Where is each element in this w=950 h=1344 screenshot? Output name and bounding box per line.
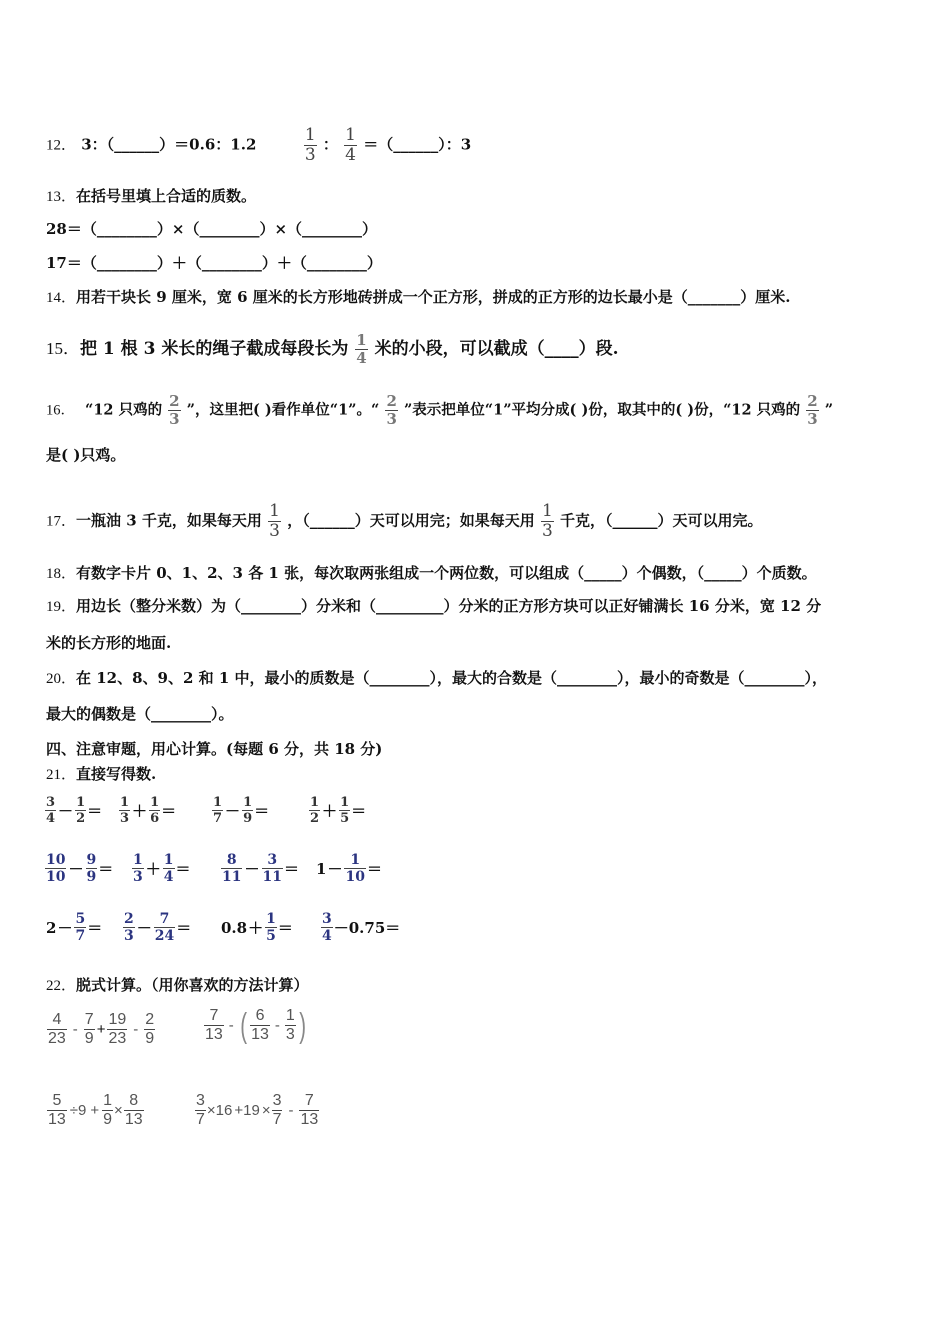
- fraction: $\frac{3}{7}$: [272, 1092, 282, 1128]
- fraction: $\frac{9}{9}$: [86, 852, 97, 885]
- fraction: $\frac{7}{13}$: [205, 1007, 223, 1043]
- fraction: $\frac{1}{4}$: [163, 852, 174, 885]
- question-18: 18．有数字卡片 0、1、2、3 各 1 张，每次取两张组成一个两位数，可以组成（_____）个偶数，（_____）个质数。: [46, 564, 817, 582]
- fraction: $\frac{2}{3}$: [807, 392, 818, 428]
- question-17: 17．一瓶油 3 千克，如果每天用 $\frac{1}{3}$ ，（______）天可以用完；如果每天用 $\frac{1}{3}$ 千克，（______）天可以用完。: [46, 501, 763, 541]
- fraction: $\frac{3}{7}$: [196, 1092, 205, 1128]
- calc-item: $\frac{2}{3}$ － $\frac{7}{24}$ ＝: [124, 911, 192, 944]
- fraction: $\frac{19}{23}$: [108, 1011, 127, 1047]
- fraction: $\frac{2}{3}$: [169, 392, 180, 428]
- fraction: $\frac{1}{9}$: [243, 795, 253, 826]
- fraction: $\frac{3}{11}$: [262, 852, 282, 885]
- fraction: $\frac{7}{9}$: [84, 1011, 94, 1047]
- fraction: $\frac{1}{5}$: [266, 911, 276, 944]
- question-16: 16． “12 只鸡的 $\frac{2}{3}$ ”，这里把( )看作单位“1”。“ $\frac{2}{3}$ ”表示把单位“1”平均分成( )份，取其中的( )份，“12 只鸡的 $\frac{2}{3}$ ”: [46, 392, 834, 428]
- question-20-line-2: 最大的偶数是（________）。: [46, 705, 234, 723]
- fraction: $\frac{10}{10}$: [46, 852, 66, 885]
- fraction: $\frac{1}{3}$: [304, 125, 316, 165]
- fraction: $\frac{1}{7}$: [213, 795, 223, 826]
- question-15: 15．把 1 根 3 米长的绳子截成每段长为 $\frac{1}{4}$ 米的小段，可以截成（____）段.: [46, 331, 619, 367]
- fraction: $\frac{1}{4}$: [356, 331, 367, 367]
- fraction: $\frac{1}{3}$: [541, 501, 553, 541]
- calc-item: $\frac{3}{4}$ －0.75 ＝: [322, 911, 401, 944]
- fraction: $\frac{6}{13}$: [251, 1007, 269, 1043]
- fraction: $\frac{1}{9}$: [103, 1092, 113, 1128]
- fraction: $\frac{5}{13}$: [48, 1092, 66, 1128]
- calc-item: $\frac{10}{10}$ － $\frac{9}{9}$ ＝: [46, 852, 114, 885]
- fraction: $\frac{8}{11}$: [222, 852, 242, 885]
- calc-item: $\frac{1}{7}$ － $\frac{1}{9}$ ＝: [213, 795, 270, 826]
- fraction: $\frac{1}{2}$: [76, 795, 86, 826]
- question-14: 14．用若干块长 9 厘米，宽 6 厘米的长方形地砖拼成一个正方形，拼成的正方形的边长最小是（_______）厘米.: [46, 288, 791, 306]
- fraction: $\frac{3}{4}$: [46, 795, 56, 826]
- fraction: $\frac{1}{3}$: [133, 852, 143, 885]
- fraction: $\frac{3}{4}$: [322, 911, 332, 944]
- question-number: 12．: [46, 137, 77, 154]
- calc-item: $\frac{1}{3}$ ＋ $\frac{1}{4}$ ＝: [133, 852, 191, 885]
- question-19: 19．用边长（整分米数）为（________）分米和（_________）分米的正方形方块可以正好铺满长 16 分米，宽 12 分: [46, 597, 822, 615]
- calc-item: 1 － $\frac{1}{10}$ ＝: [316, 852, 382, 885]
- calc-item: $\frac{3}{4}$ － $\frac{1}{2}$ ＝: [46, 795, 103, 826]
- calc-item: $\frac{8}{11}$ － $\frac{3}{11}$ ＝: [222, 852, 299, 885]
- ratio-blank-2: ＝（______）：3: [363, 135, 472, 154]
- question-16-line-2: 是( )只鸡。: [46, 446, 126, 464]
- fraction: $\frac{1}{5}$: [340, 795, 350, 826]
- prime-product-line: 28＝（________）×（________）×（________）: [46, 220, 378, 238]
- fraction: $\frac{8}{13}$: [124, 1092, 143, 1128]
- calc-item: $\frac{1}{2}$ ＋ $\frac{1}{5}$ ＝: [310, 795, 367, 826]
- calc-item: 0.8 ＋ $\frac{1}{5}$ ＝: [221, 911, 293, 944]
- question-21: 21．直接写得数.: [46, 765, 157, 783]
- fraction: $\frac{2}{3}$: [386, 392, 397, 428]
- fraction: $\frac{7}{24}$: [154, 911, 175, 944]
- question-13: 13．在括号里填上合适的质数。: [46, 187, 257, 205]
- question-19-line-2: 米的长方形的地面.: [46, 634, 172, 652]
- ratio-blank-1: 3：（______）＝0.6：1.2: [81, 135, 257, 154]
- fraction: $\frac{1}{3}$: [269, 501, 280, 541]
- fraction: $\frac{7}{13}$: [300, 1092, 319, 1128]
- expression: $\frac{7}{13}$ - ( $\frac{6}{13}$ - $\frac{1}{3}$ ): [205, 1006, 306, 1045]
- expression: $\frac{4}{23}$ - $\frac{7}{9}$ + $\frac{19}{23}$ - $\frac{2}{9}$: [48, 1011, 155, 1047]
- fraction: $\frac{1}{10}$: [345, 852, 365, 885]
- expression: $\frac{5}{13}$ ÷9 + $\frac{1}{9}$ × $\frac{8}{13}$: [48, 1092, 143, 1128]
- expression: $\frac{3}{7}$ ×16 +19 × $\frac{3}{7}$ - $\frac{7}{13}$: [196, 1092, 319, 1128]
- fraction: $\frac{5}{7}$: [75, 911, 86, 944]
- calc-item: 2 － $\frac{5}{7}$ ＝: [46, 911, 103, 944]
- fraction: $\frac{1}{4}$: [345, 125, 356, 165]
- fraction: $\frac{2}{9}$: [145, 1011, 155, 1047]
- fraction: $\frac{4}{23}$: [48, 1011, 66, 1047]
- fraction: $\frac{2}{3}$: [124, 911, 134, 944]
- fraction: $\frac{1}{3}$: [285, 1007, 295, 1043]
- calc-item: $\frac{1}{3}$ ＋ $\frac{1}{6}$ ＝: [120, 795, 177, 826]
- section-heading: 四、注意审题，用心计算。(每题 6 分，共 18 分): [46, 740, 383, 758]
- prime-sum-line: 17＝（________）＋（________）＋（________）: [46, 254, 382, 272]
- fraction: $\frac{1}{2}$: [310, 795, 320, 826]
- fraction: $\frac{1}{3}$: [120, 795, 130, 826]
- question-22: 22．脱式计算。（用你喜欢的方法计算）: [46, 976, 309, 994]
- fraction: $\frac{1}{6}$: [150, 795, 160, 826]
- question-12: 12． 3：（______）＝0.6：1.2 $\frac{1}{3}$ ： $\frac{1}{4}$ ＝（______）：3: [46, 125, 472, 165]
- question-20: 20．在 12、8、9、2 和 1 中，最小的质数是（________），最大的合数是（________），最小的奇数是（________），: [46, 669, 828, 687]
